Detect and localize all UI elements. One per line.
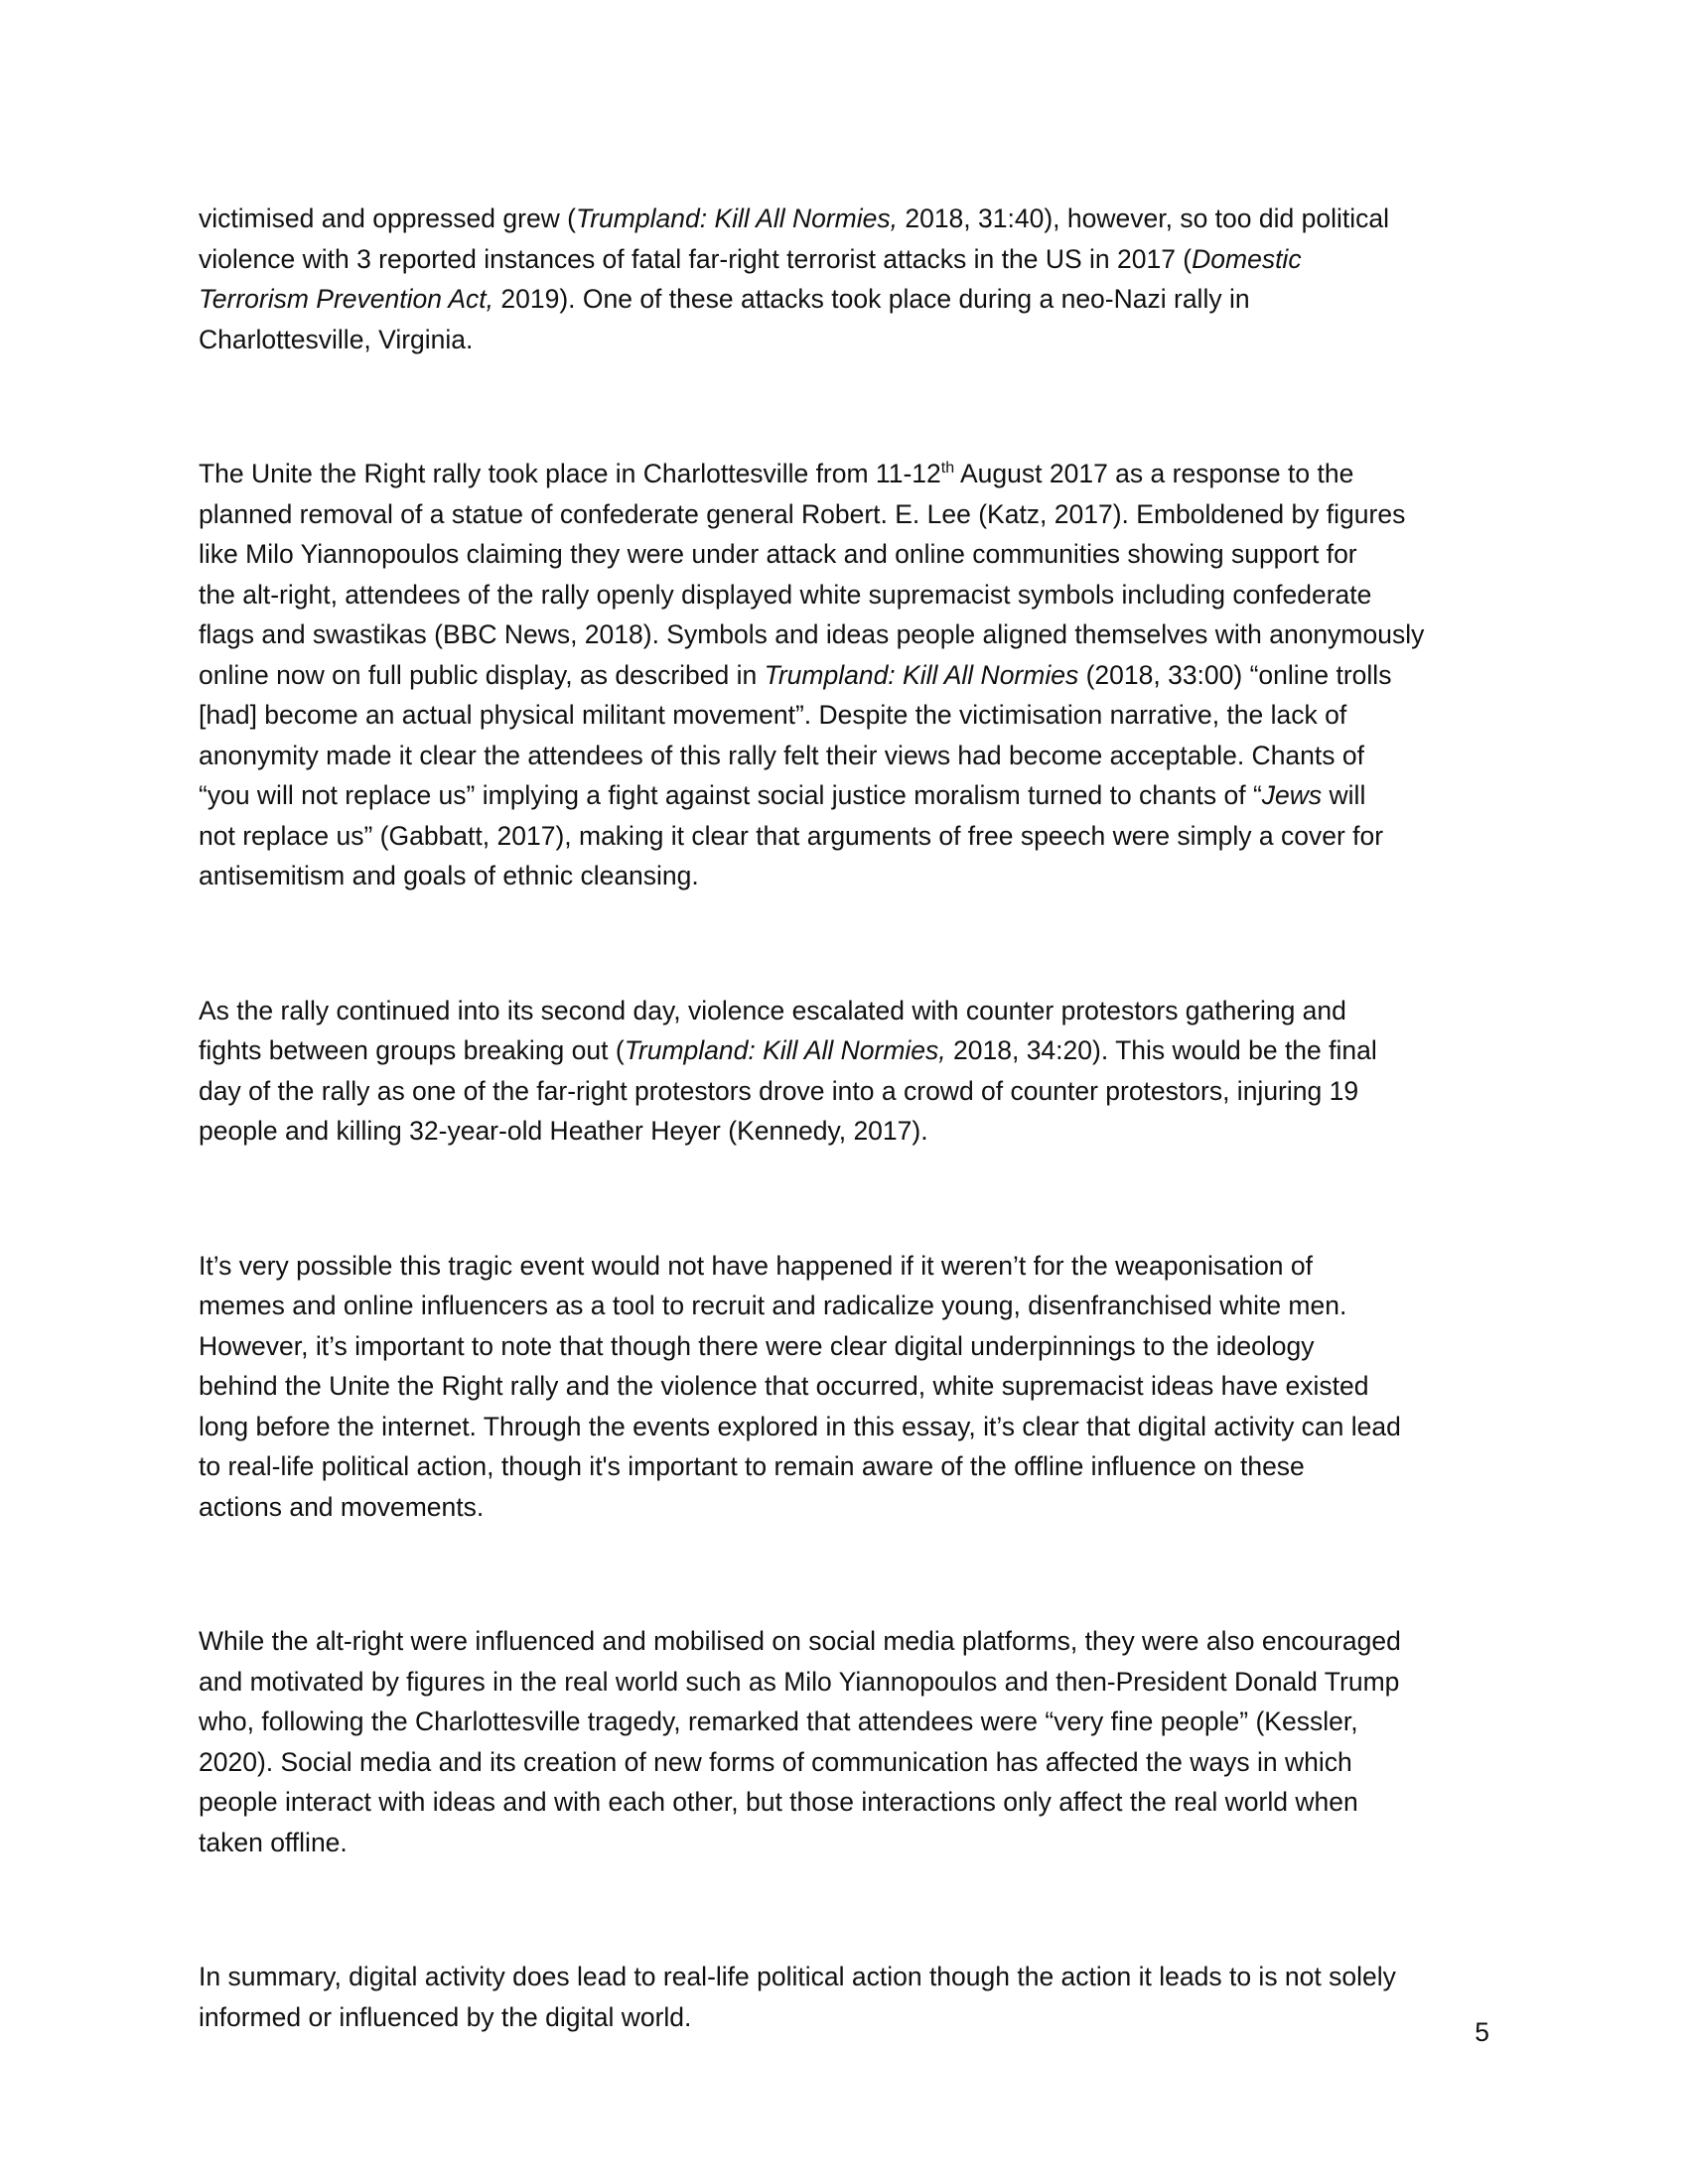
text-run: violence with 3 reported instances of fatal far-right terrorist attacks in the US in 2017 ( (199, 243, 1193, 274)
text-run: 2019). One of these attacks took place during a neo-Nazi rally in (493, 284, 1250, 314)
text-run: [had] become an actual physical militant movement”. Despite the victimisation narrative, the lack of (199, 700, 1347, 730)
text-line (199, 534, 1489, 575)
text-line (199, 239, 1489, 280)
text-run: While the alt-right were influenced and mobilised on social media platforms, they were also encouraged (199, 1626, 1401, 1656)
text-line (199, 1621, 1489, 1662)
text-line (199, 614, 1489, 655)
text-run: memes and online influencers as a tool to recruit and radicalize young, disenfranchised white men. (199, 1291, 1347, 1320)
text-line (199, 655, 1489, 696)
text-line (199, 775, 1489, 816)
italic-title: Jews (1261, 780, 1323, 810)
text-line (199, 1407, 1489, 1447)
text-line (199, 1071, 1489, 1112)
text-line (199, 1246, 1489, 1287)
text-line (199, 1487, 1489, 1528)
text-line (199, 575, 1489, 615)
text-run: to real-life political action, though it's important to remain aware of the offline influence on these (199, 1451, 1305, 1481)
paragraph-4 (199, 1246, 1489, 1528)
ordinal-superscript: th (940, 460, 955, 478)
text-run: 2018, 31:40), however, so too did political (897, 204, 1389, 233)
text-line (199, 199, 1489, 239)
text-line (199, 1111, 1489, 1152)
text-line (199, 856, 1489, 896)
text-run: will (1322, 780, 1366, 810)
text-run: (2018, 33:00) “online trolls (1078, 659, 1392, 690)
italic-title: Terrorism Prevention Act, (199, 284, 493, 314)
text-run: anonymity made it clear the attendees of this rally felt their views had become acceptable. Chants of (199, 740, 1364, 770)
text-line (199, 1997, 1489, 2038)
text-run: people interact with ideas and with each other, but those interactions only affect the real world when (199, 1787, 1358, 1817)
text-line (199, 1366, 1489, 1407)
text-run: fights between groups breaking out ( (199, 1035, 625, 1065)
paragraph-spacer (199, 896, 1489, 991)
text-run: “you will not replace us” implying a fight against social justice moralism turned to chants of “ (199, 780, 1262, 810)
text-run: planned removal of a statue of confederate general Robert. E. Lee (Katz, 2017). Emboldened by figures (199, 498, 1406, 529)
text-run: behind the Unite the Right rally and the violence that occurred, white supremacist ideas have existed (199, 1371, 1369, 1401)
text-run: victimised and oppressed grew ( (199, 204, 577, 233)
text-line (199, 816, 1489, 857)
text-run: antisemitism and goals of ethnic cleansing. (199, 861, 699, 890)
text-run: It’s very possible this tragic event would not have happened if it weren’t for the weaponisation of (199, 1250, 1314, 1281)
paragraph-6 (199, 1957, 1489, 2037)
text-line (199, 1957, 1489, 1997)
italic-title: Trumpland: Kill All Normies, (576, 204, 898, 233)
text-line (199, 1823, 1489, 1863)
text-run: the alt-right, attendees of the rally openly displayed white supremacist symbols including confederate (199, 579, 1372, 610)
text-run: The Unite the Right rally took place in Charlottesville from 11-12 (199, 459, 941, 488)
text-line (199, 1326, 1489, 1367)
text-run: long before the internet. Through the events explored in this essay, it’s clear that digital activity can lead (199, 1411, 1401, 1441)
text-line (199, 1702, 1489, 1742)
text-line (199, 454, 1489, 494)
text-line (199, 1742, 1489, 1783)
italic-title: Trumpland: Kill All Normies, (624, 1035, 946, 1065)
paragraph-spacer (199, 1527, 1489, 1621)
text-run: online now on full public display, as described in (199, 659, 765, 690)
text-run: day of the rally as one of the far-right protestors drove into a crowd of counter protestors, injuring 19 (199, 1075, 1359, 1106)
text-run: As the rally continued into its second day, violence escalated with counter protestors gathering and (199, 995, 1346, 1025)
text-run: Charlottesville, Virginia. (199, 324, 474, 354)
text-run: actions and movements. (199, 1491, 485, 1522)
text-run: informed or influenced by the digital world. (199, 2001, 692, 2032)
text-run: not replace us” (Gabbatt, 2017), making it clear that arguments of free speech were simply a cover for (199, 820, 1384, 851)
text-line (199, 1446, 1489, 1487)
text-run: 2018, 34:20). This would be the final (945, 1035, 1377, 1065)
text-run: taken offline. (199, 1827, 348, 1857)
text-line (199, 736, 1489, 776)
text-line (199, 1662, 1489, 1703)
text-line (199, 1782, 1489, 1823)
body-text (199, 199, 1489, 2037)
text-line (199, 279, 1489, 320)
italic-title: Domestic (1192, 243, 1302, 274)
text-run: people and killing 32-year-old Heather Heyer (Kennedy, 2017). (199, 1116, 928, 1146)
text-run: August 2017 as a response to the (954, 459, 1354, 488)
text-line (199, 1286, 1489, 1326)
text-run: 2020). Social media and its creation of new forms of communication has affected the ways in which (199, 1746, 1352, 1777)
paragraph-spacer (199, 359, 1489, 454)
text-line (199, 991, 1489, 1031)
text-line (199, 695, 1489, 736)
text-line (199, 320, 1489, 360)
text-run: and motivated by figures in the real world such as Milo Yiannopoulos and then-President Donald Trump (199, 1666, 1400, 1697)
paragraph-1 (199, 199, 1489, 359)
italic-title: Trumpland: Kill All Normies (764, 659, 1079, 690)
text-run: However, it’s important to note that though there were clear digital underpinnings to the ideology (199, 1330, 1315, 1361)
text-run: In summary, digital activity does lead to real-life political action though the action it leads to is not solely (199, 1962, 1396, 1991)
paragraph-spacer (199, 1862, 1489, 1957)
text-run: who, following the Charlottesville tragedy, remarked that attendees were “very fine people” (Kessler, (199, 1706, 1358, 1736)
text-run: like Milo Yiannopoulos claiming they were under attack and online communities showing support for (199, 539, 1357, 569)
paragraph-spacer (199, 1152, 1489, 1246)
page-number: 5 (1475, 2017, 1489, 2047)
text-line (199, 494, 1489, 535)
text-line (199, 1030, 1489, 1071)
paragraph-2 (199, 454, 1489, 896)
paragraph-3 (199, 991, 1489, 1152)
text-run: flags and swastikas (BBC News, 2018). Symbols and ideas people aligned themselves with anonymously (199, 619, 1425, 649)
paragraph-5 (199, 1621, 1489, 1862)
